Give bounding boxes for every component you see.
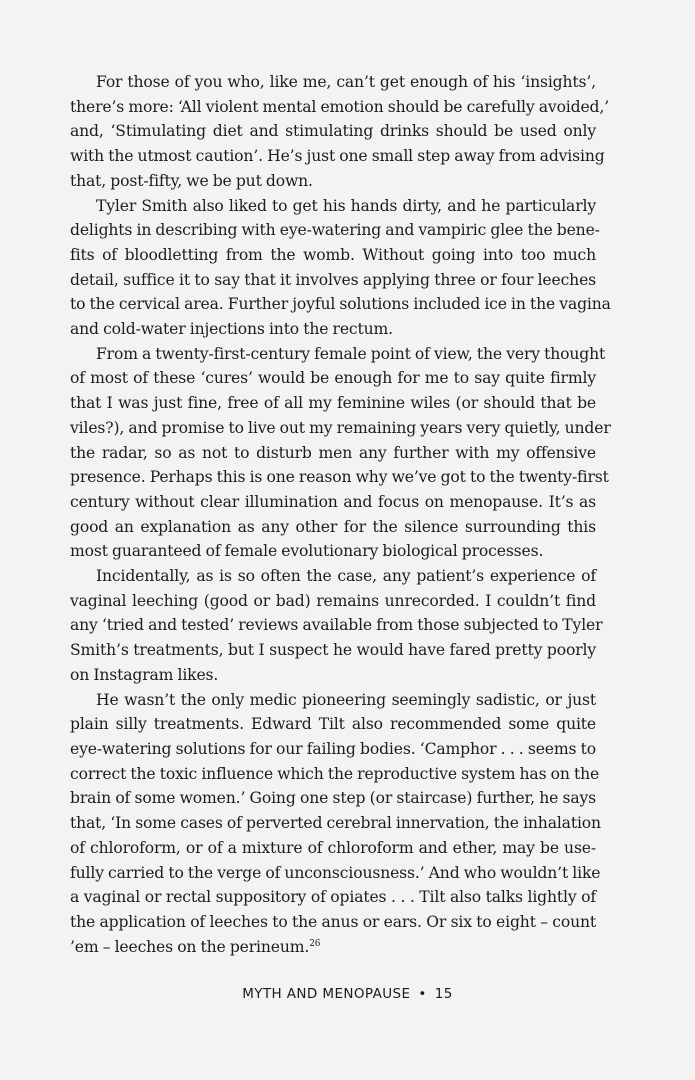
text-line: of chloroform, or of a mixture of chloroform and ether, may be use-: [70, 838, 596, 857]
text-line: detail, suffice it to say that it involves applying three or four leeches: [70, 270, 596, 289]
footnote-reference[interactable]: 26: [309, 938, 321, 949]
text-line-with-footnote: [70, 935, 596, 960]
text-line: good an explanation as any other for the silence surrounding this: [70, 517, 596, 536]
paragraph-2: [70, 194, 611, 342]
separator-bullet: •: [418, 986, 427, 1002]
text-line: From a twenty-first-century female point of view, the very thought: [96, 344, 606, 363]
paragraph-1: [70, 70, 609, 194]
text-line: For those of you who, like me, can’t get enough of his ‘insights’,: [96, 73, 596, 91]
text-line: that I was just fine, free of all my feminine wiles (or should that be: [70, 394, 596, 413]
text-line: the application of leeches to the anus or ears. Or six to eight – count: [70, 912, 596, 931]
text-line: Smith’s treatments, but I suspect he would have fared pretty poorly: [70, 641, 596, 660]
text-line: delights in describing with eye-watering and vampiric glee the bene-: [70, 221, 600, 240]
text-line: He wasn’t the only medic pioneering seemingly sadistic, or just: [96, 690, 596, 709]
text-line: ’em – leeches on the perineum.: [70, 937, 310, 956]
text-line: brain of some women.’ Going one step (or staircase) further, he says: [70, 789, 596, 808]
text-line: and cold-water injections into the rectum.: [70, 320, 393, 339]
text-line: and, ‘Stimulating diet and stimulating drinks should be used only: [70, 122, 596, 141]
text-line: most guaranteed of female evolutionary biological processes.: [70, 542, 544, 561]
text-line: a vaginal or rectal suppository of opiates . . . Tilt also talks lightly of: [70, 888, 596, 907]
page-footer: [0, 986, 695, 1002]
text-line: to the cervical area. Further joyful solutions included ice in the vagina: [70, 295, 611, 314]
running-head: MYTH AND MENOPAUSE: [242, 986, 411, 1002]
text-line: Tyler Smith also liked to get his hands dirty, and he particularly: [96, 196, 596, 215]
text-line: that, post-fifty, we be put down.: [70, 171, 313, 190]
text-line: there’s more: ‘All violent mental emotion should be carefully avoided,’: [70, 97, 609, 116]
text-line: of most of these ‘cures’ would be enough for me to say quite firmly: [70, 369, 596, 388]
paragraph-3: [70, 342, 611, 564]
text-line: on Instagram likes.: [70, 665, 219, 684]
text-line: presence. Perhaps this is one reason why we’ve got to the twenty-first: [70, 468, 609, 487]
text-line: correct the toxic influence which the reproductive system has on the: [70, 764, 600, 783]
text-line: vaginal leeching (good or bad) remains unrecorded. I couldn’t find: [70, 591, 596, 610]
page-body: [70, 70, 611, 959]
text-line: fully carried to the verge of unconsciousness.’ And who wouldn’t like: [70, 863, 601, 882]
text-line: plain silly treatments. Edward Tilt also recommended some quite: [70, 715, 596, 734]
page-number: 15: [434, 986, 453, 1002]
text-line: century without clear illumination and focus on menopause. It’s as: [70, 492, 596, 511]
text-line: with the utmost caution’. He’s just one small step away from advising: [70, 147, 605, 166]
text-line: the radar, so as not to disturb men any further with my offensive: [70, 443, 596, 462]
text-line: fits of bloodletting from the womb. Without going into too much: [70, 245, 596, 264]
text-line: any ‘tried and tested’ reviews available from those subjected to Tyler: [70, 616, 603, 635]
text-line: eye-watering solutions for our failing bodies. ‘Camphor . . . seems to: [70, 739, 596, 758]
text-line: Incidentally, as is so often the case, any patient’s experience of: [96, 567, 596, 586]
text-line: that, ‘In some cases of perverted cerebral innervation, the inhalation: [70, 814, 601, 833]
text-line: viles?), and promise to live out my remaining years very quietly, under: [70, 418, 611, 437]
paragraph-4: [70, 564, 603, 688]
paragraph-5: [70, 688, 601, 960]
